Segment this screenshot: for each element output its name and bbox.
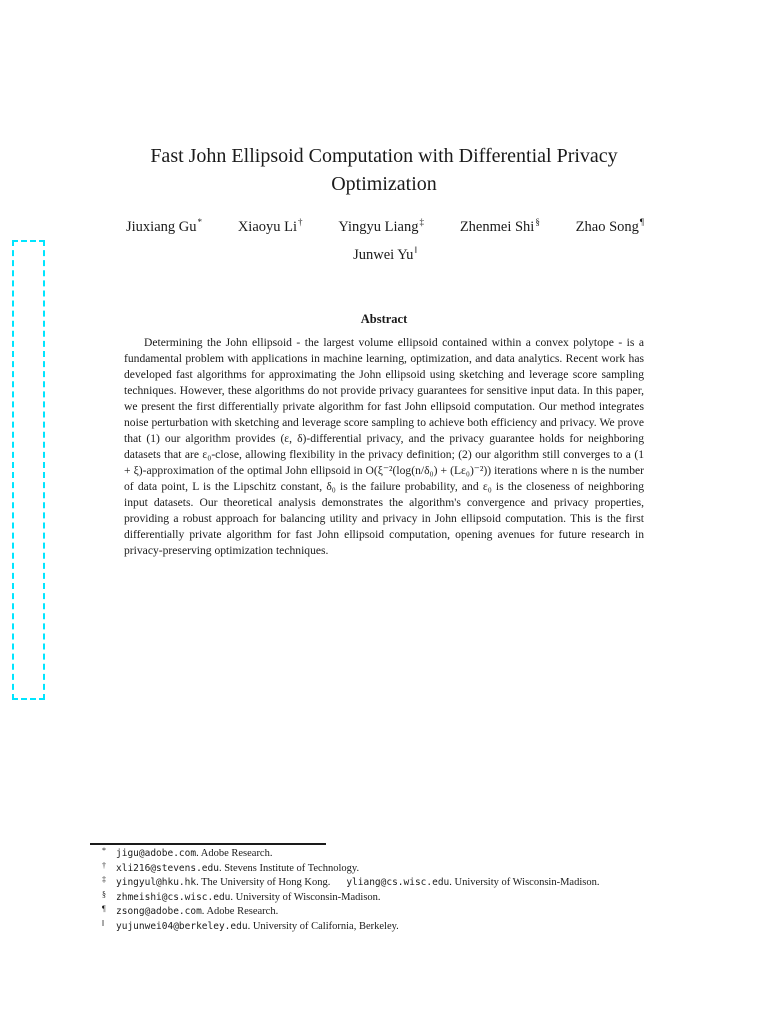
email-link[interactable]: yujunwei04@berkeley.edu — [116, 920, 248, 932]
footnote: ‖ yujunwei04@berkeley.edu . University of California, Berkeley. — [102, 920, 702, 935]
footnote: † xli216@stevens.edu . Stevens Institute of Technology. — [102, 862, 702, 877]
abstract-heading: Abstract — [360, 312, 408, 326]
email-link[interactable]: xli216@stevens.edu — [116, 862, 219, 874]
abstract-text: Determining the John ellipsoid - the largest volume ellipsoid contained within a convex polytope - is a fundamental problem with applications in machine learning, optimization, and data analytics. Recent work has developed fast algorithms for approximating the John ellipsoid using sketching and leverage score sampling techniques. However, these algorithms do not provide privacy guarantees for sensitive input data. In this paper, we present the first differentially private algorithm for fast John ellipsoid computation. Our method integrates noise perturbation with sketching and leverage score sampling to achieve both efficiency and privacy. We prove that (1) our algorithm provides (ε, δ)-differential privacy, and the privacy guarantee holds for neighboring datasets that are ε₀-close, allowing flexibility in the privacy definition; (2) our algorithm still converges to a (1 + ξ)-approximation of the optimal John ellipsoid in O(ξ⁻²(log(n/δ₀) + (Lε₀)⁻²)) iterations where n is the number of data point, L is the Lipschitz constant, δ₀ is the failure probability, and ε₀ is the closeness of neighboring input datasets. Our theoretical analysis demonstrates the algorithm's convergence and privacy properties, providing a robust approach for balancing utility and privacy in John ellipsoid computation. This is the first differentially private algorithm for fast John ellipsoid computation, opening avenues for future research in privacy-preserving optimization techniques. — [124, 336, 644, 557]
author: Junwei Yu‖ — [353, 244, 417, 263]
author: Jiuxiang Gu* — [126, 216, 202, 235]
author-row-2 — [110, 243, 658, 265]
author: Zhenmei Shi§ — [459, 216, 540, 235]
footnote: ‡ yingyul@hku.hk . The University of Hong Kong. yliang@cs.wisc.edu . University of Wisconsin-Madison. — [102, 876, 702, 891]
email-link[interactable]: yingyul@hku.hk — [116, 877, 197, 889]
email-link[interactable]: zsong@adobe.com — [116, 906, 202, 918]
footnote: * jigu@adobe.com . Adobe Research. — [102, 847, 702, 862]
author-list — [110, 215, 658, 265]
author: Yingyu Liang‡ — [338, 216, 424, 235]
author: Xiaoyu Li† — [237, 216, 303, 235]
author-row-1 — [110, 215, 658, 237]
footnote: § zhmeishi@cs.wisc.edu . University of Wisconsin-Madison. — [102, 891, 702, 906]
footnote: ¶ zsong@adobe.com . Adobe Research. — [102, 905, 702, 920]
email-link[interactable]: yliang@cs.wisc.edu — [346, 877, 450, 889]
author: Zhao Song¶ — [575, 216, 644, 235]
footnotes — [102, 847, 702, 935]
email-link[interactable]: jigu@adobe.com — [116, 848, 197, 859]
footnote-divider — [90, 843, 326, 845]
email-link[interactable]: zhmeishi@cs.wisc.edu — [116, 891, 231, 903]
arxiv-side-stamp — [12, 240, 45, 700]
paper-title: Fast John Ellipsoid Computation with Differential Privacy Optimization — [150, 145, 618, 195]
